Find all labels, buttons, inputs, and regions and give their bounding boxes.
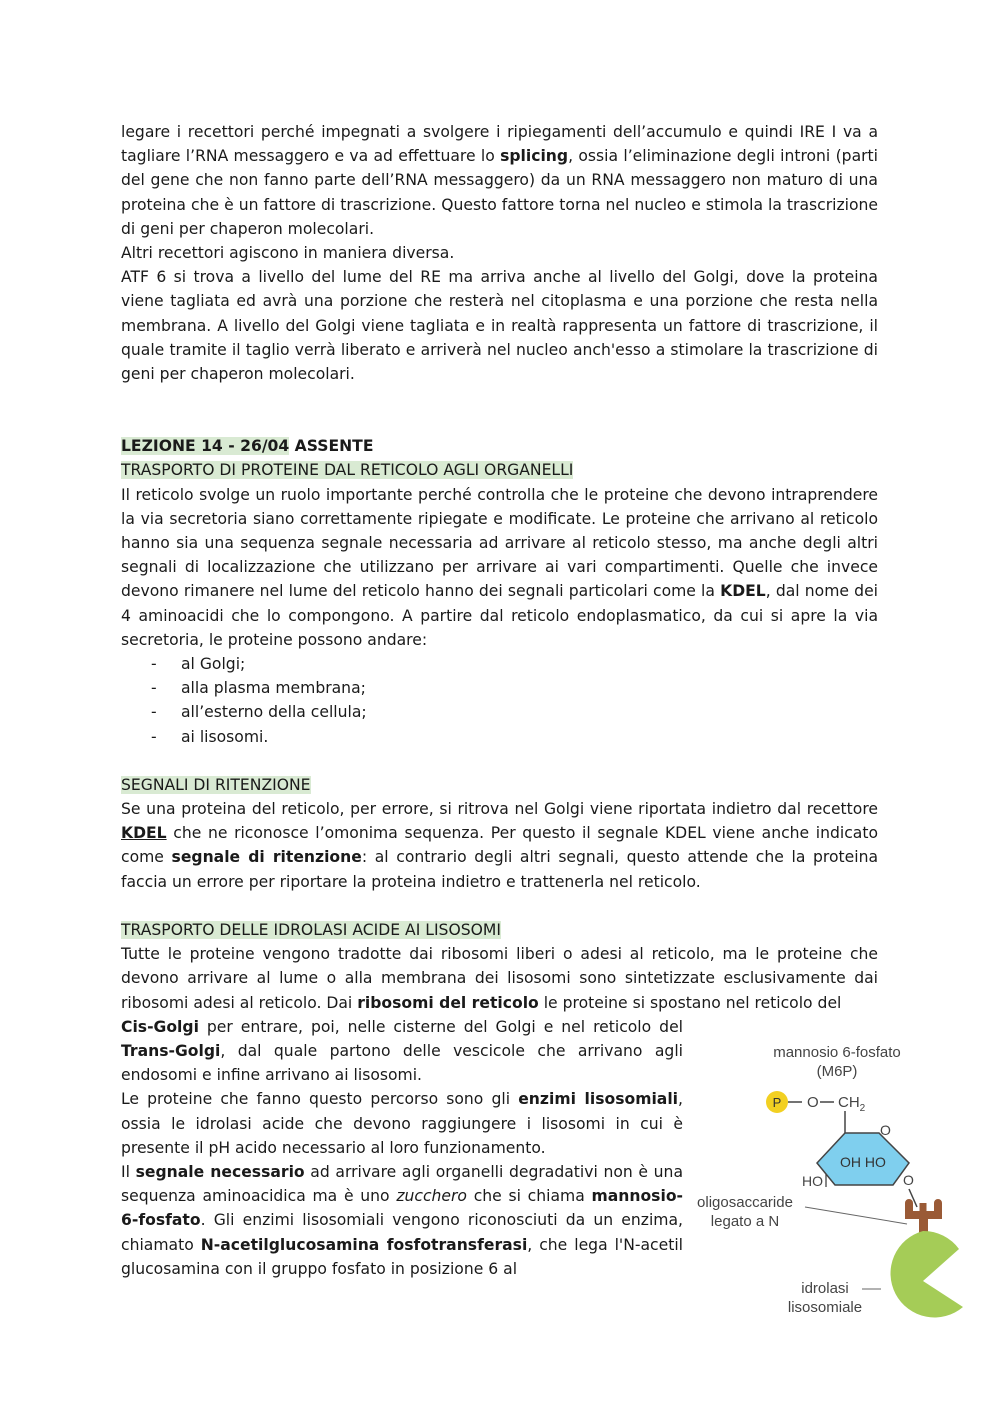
term-kdel: KDEL [720,582,766,601]
figure-subtitle: (M6P) [816,1063,858,1080]
paragraph-splicing: legare i recettori perché impegnati a svolgere i ripiegamenti dell’accumulo e quindi IRE I va a tagliare l’RNA messaggero e va ad effettuare lo splicing, ossia l’eliminazione degli introni (parti del gene che non fanno parte dell’RNA messaggero) da un RNA messaggero non maturo di una proteina che è un fattore di trascrizione. Questo fattore torna nel nucleo e stimola la trascrizione di geni per chaperon molecolari. [121,123,878,238]
paragraph-retention: Se una proteina del reticolo, per errore, si ritrova nel Golgi viene riportata indietro dal recettore KDEL che ne riconosce l’omonima sequenza. Per questo il segnale KDEL viene anche indicato come segnale di ritenzione: al contrario degli altri segnali, questo attende che la proteina faccia un errore per riportare la proteina indietro e trattenerla nel reticolo. [121,800,879,891]
paragraph-atf6: ATF 6 si trova a livello del lume del RE ma arriva anche al livello del Golgi, dove la proteina viene tagliata ed avrà una porzione che resterà nel citoplasma e una porzione che resta nella membrana. A livello del Golgi viene tagliata e in realtà rappresenta un fattore di trascrizione, il quale tramite il taglio verrà liberato e arriverà nel nucleo anch'esso a stimolare la trascrizione di geni per chaperon molecolari. [121,268,878,384]
lesson-tag: LEZIONE 14 - 26/04 [121,437,290,456]
m6p-figure [695,1037,970,1347]
svg-text:O: O [880,1122,891,1138]
term-splicing: splicing [500,147,569,166]
figure-title: mannosio 6-fosfato [773,1044,901,1061]
paragraph-signal: Il segnale necessario ad arrivare agli organelli degradativi non è una sequenza aminoacidica ma è uno zucchero che si chiama mannosio-6-fosfato. Gli enzimi lisosomiali vengono riconosciuti da un enzima, chiamato N-acetilglucosamina fosfotransferasi, che lega l'N-acetil glucosamina con il gruppo fosfato in posizione 6 al [121,1162,684,1278]
svg-text:idrolasi: idrolasi [801,1280,849,1297]
svg-text:OH HO: OH HO [840,1154,886,1170]
svg-text:O: O [903,1172,914,1188]
lesson-header [121,434,878,458]
list-item: - all’esterno della cellula; [151,703,367,722]
section-heading-hydrolases: TRASPORTO DELLE IDROLASI ACIDE AI LISOSOMI [121,920,501,939]
list-item: - ai lisosomi. [151,727,269,746]
narrow-column [121,1015,683,1281]
svg-text:O: O [807,1094,819,1111]
paragraph-ribosomes: Tutte le proteine vengono tradotte dai ribosomi liberi o adesi al reticolo, ma le proteine che devono arrivare al lume o alla membrana dei lisosomi sono sintetizzate esclusivamente dai ribosomi adesi al reticolo. Dai ribosomi del reticolo le proteine si spostano nel reticolo del [121,945,878,1012]
term-kdel-receptor: KDEL [121,824,167,843]
term-ribosomes: ribosomi del reticolo [357,993,539,1012]
section-heading-retention: SEGNALI DI RITENZIONE [121,775,311,794]
paragraph-reticolo: Il reticolo svolge un ruolo importante perché controlla che le proteine che devono intraprendere la via secretoria siano correttamente ripiegate e modificate. Le proteine che arrivano al reticolo hanno sia una sequenza segnale necessaria ad arrivare al reticolo stesso, ma anche degli altri segnali di localizzazione che utilizzano per arrivare ai vari compartimenti. Quelle che invece devono rimanere nel lume del reticolo hanno dei segnali particolari come la KDEL, dal nome dei 4 aminoacidi che lo compongono. A partire dal reticolo endoplasmatico, da cui si apre la via secretoria, le proteine possono andare: [121,485,878,649]
ch2-label: $CH_2$ [838,1094,866,1114]
svg-text:lisosomiale: lisosomiale [787,1299,863,1316]
destination-list [121,652,878,749]
term-retention-signal: segnale di ritenzione [171,848,362,867]
svg-text:oligosaccaride: oligosaccaride [697,1194,793,1211]
m6p-diagram [695,1037,970,1347]
svg-text:P: P [772,1095,782,1110]
svg-text:legato a N: legato a N [710,1213,780,1230]
svg-text:HO: HO [802,1173,823,1189]
hydrolase-enzyme-icon [891,1231,963,1317]
lesson-status: ASSENTE [289,437,374,456]
pointer-line [805,1207,907,1224]
oligosaccharide-linker-icon [909,1203,938,1234]
list-item: - alla plasma membrana; [151,679,366,698]
section-heading-transport: TRASPORTO DI PROTEINE DAL RETICOLO AGLI ORGANELLI [121,461,574,480]
paragraph-enzymes: Le proteine che fanno questo percorso sono gli enzimi lisosomiali, ossia le idrolasi acide che devono raggiungere i lisosomi in cui è presente il pH acido necessario al loro funzionamento. [121,1090,683,1157]
paragraph-golgi: Cis-Golgi per entrare, poi, nelle cisterne del Golgi e nel reticolo del Trans-Golgi, dal quale partono delle vescicole che arrivano agli endosomi e infine arrivano ai lisosomi. [121,1017,683,1085]
paragraph-other-receptors: Altri recettori agiscono in maniera diversa. [121,244,455,263]
list-item: - al Golgi; [151,655,246,674]
